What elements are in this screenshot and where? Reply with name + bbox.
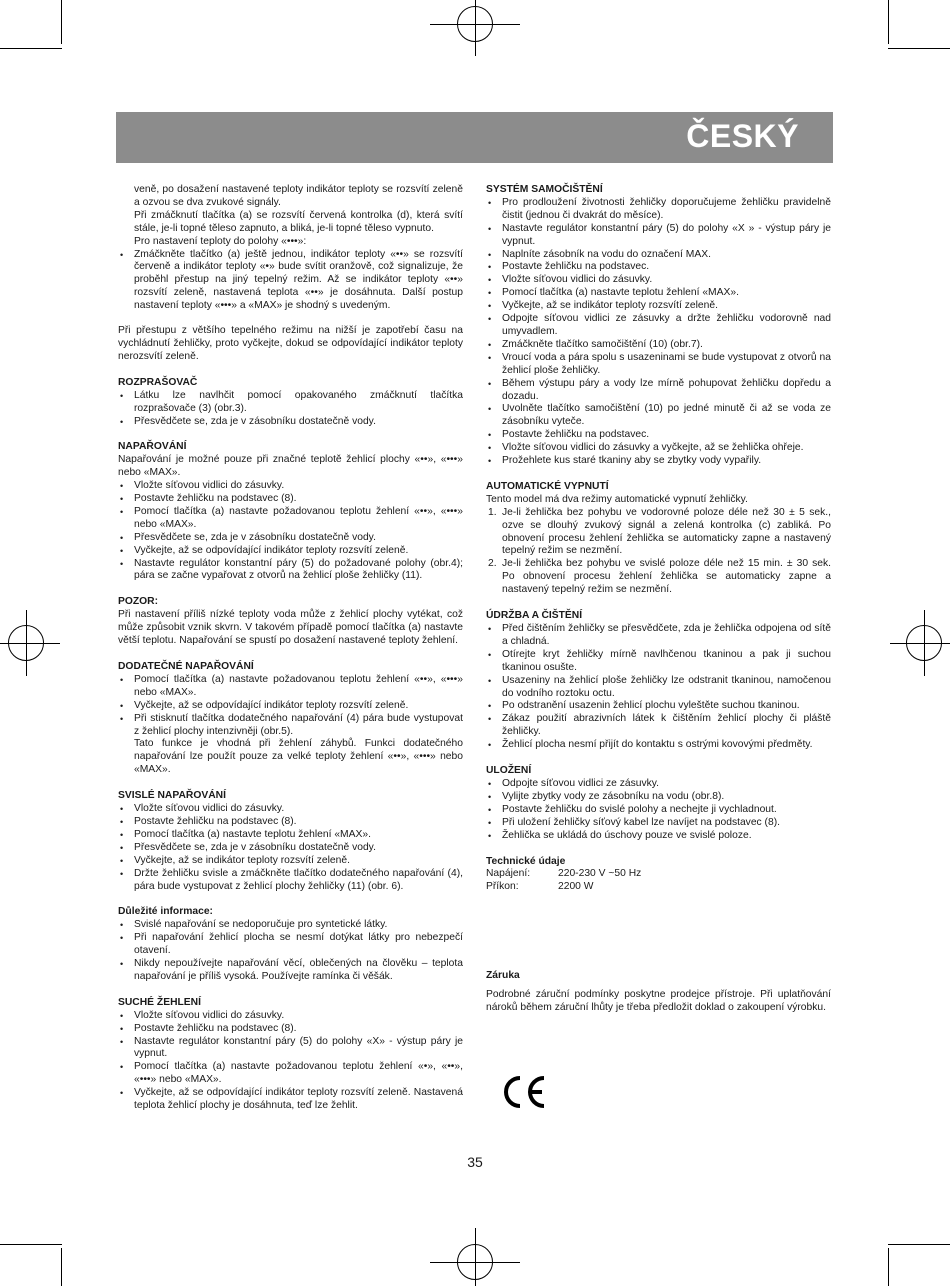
section-heading-spray: ROZPRAŠOVAČ xyxy=(118,376,198,388)
steam-intro: Napařování je možné pouze při značné teplotě žehlicí plochy «••», «•••» nebo «MAX». xyxy=(118,454,463,479)
list-item: • Během výstupu páry a vody lze mírně pohupovat žehličku dopředu a dozadu. xyxy=(486,378,831,404)
list-item: • Držte žehličku svisle a zmáčkněte tlačítko dodatečného napařování (4), pára bude vystupovat z žehlicí plochy žehličky (11) (obr. 6). xyxy=(118,868,463,894)
section-heading-vertical-steam: SVISLÉ NAPAŘOVÁNÍ xyxy=(118,790,226,802)
list-item: • Vyčkejte, až se odpovídající indikátor teploty rozsvítí zeleně. Nastavená teplota žehlicí plochy je dosáhnuta, teď lze žehlit. xyxy=(118,1087,463,1113)
language-header-bar xyxy=(116,112,833,163)
section-heading-specs: Technické údaje xyxy=(486,855,566,867)
section-heading-storage: ULOŽENÍ xyxy=(486,765,532,777)
list-item: • Přesvědčete se, zda je v zásobníku dostatečně vody. xyxy=(118,842,463,855)
extra-steam-list xyxy=(118,674,463,739)
warranty-text: Podrobné záruční podmínky poskytne prodejce přístroje. Při uplatňování nároků během záruční lhůty je třeba předložit doklad o zakoupení výrobku. xyxy=(486,989,831,1014)
list-item: • Postavte žehličku na podstavec (8). xyxy=(118,1023,463,1036)
list-item: • Žehlička se ukládá do úschovy pouze ve svislé poloze. xyxy=(486,830,831,843)
section-heading-warranty: Záruka xyxy=(486,970,520,982)
list-item: • Vložte síťovou vidlici do zásuvky. xyxy=(486,274,831,287)
list-item: • Pomocí tlačítka (a) nastavte teplotu žehlení «MAX». xyxy=(486,287,831,300)
page-number: 35 xyxy=(467,1154,483,1170)
list-item: • Vložte síťovou vidlici do zásuvky. xyxy=(118,1010,463,1023)
list-item: • Přesvědčete se, zda je v zásobníku dostatečně vody. xyxy=(118,532,463,545)
section-heading-maintenance: ÚDRŽBA A ČIŠTĚNÍ xyxy=(486,610,583,622)
section-heading-dry-ironing: SUCHÉ ŽEHLENÍ xyxy=(118,996,201,1008)
list-item: • Zmáčkněte tlačítko samočištění (10) (obr.7). xyxy=(486,339,831,352)
transfer-note: Při přestupu z většího tepelného režimu na nižší je zapotřebí času na vychládnutí žehličky, proto vyčkejte, dokud se odpovídající indikátor teploty nerozsvítí zeleně. xyxy=(118,325,463,362)
storage-list xyxy=(486,778,831,843)
list-item: • Pomocí tlačítka (a) nastavte požadovanou teplotu žehlení «•», «••», «•••» nebo «MAX». xyxy=(118,1061,463,1087)
list-item: • Při uložení žehličky síťový kabel lze navíjet na podstavec (8). xyxy=(486,817,831,830)
list-item: • Vložte síťovou vidlici do zásuvky a vyčkejte, až se žehlička ohřeje. xyxy=(486,442,831,455)
list-item: • Vložte síťovou vidlici do zásuvky. xyxy=(118,803,463,816)
list-item: • Nastavte regulátor konstantní páry (5) do polohy «X» - výstup páry je vypnut. xyxy=(118,1036,463,1062)
section-heading-self-clean: SYSTÉM SAMOČIŠTĚNÍ xyxy=(486,184,603,195)
list-item: • Před čištěním žehličky se přesvědčete, zda je žehlička odpojena od sítě a chladná. xyxy=(486,623,831,649)
left-column xyxy=(118,184,463,1113)
list-item: • Nastavte regulátor konstantní páry (5) do požadované polohy (obr.4); pára se začne vypařovat z otvorů na žehlicí ploše žehličky (11). xyxy=(118,558,463,584)
list-item: • Látku lze navlhčit pomocí opakovaného zmáčknutí tlačítka rozprašovače (3) (obr.3). xyxy=(118,390,463,416)
list-item: • Při stisknutí tlačítka dodatečného napařování (4) pára bude vystupovat z žehlicí plochy intenzivněji (obr.5). xyxy=(118,713,463,739)
steam-list xyxy=(118,480,463,583)
extra-steam-note: Tato funkce je vhodná při žehlení záhybů. Funkci dodatečného napařování lze použít pouze za velké teploty žehlení «••», «•••» nebo «MAX». xyxy=(134,738,463,776)
list-item: • Postavte žehličku na podstavec. xyxy=(486,429,831,442)
list-item: 1. Je-li žehlička bez pohybu ve vodorovné poloze déle než 30 ± 5 sek., ozve se dlouhý zvukový signál a zelená kontrolka (c) zabliká. Po obnovení procesu žehlení žehlička se automaticky zapne a nastavený tepelný režim se nezmění. xyxy=(488,506,831,557)
list-item: • Postavte žehličku do svislé polohy a nechejte ji vychladnout. xyxy=(486,804,831,817)
list-item: • Vylijte zbytky vody ze zásobníku na vodu (obr.8). xyxy=(486,791,831,804)
section-heading-auto-off: AUTOMATICKÉ VYPNUTÍ xyxy=(486,480,609,492)
ce-mark-icon xyxy=(500,1072,550,1112)
list-item: • Vložte síťovou vidlici do zásuvky. xyxy=(118,480,463,493)
list-item: • Naplníte zásobník na vodu do označení MAX. xyxy=(486,249,831,262)
list-item: • Nastavte regulátor konstantní páry (5) do polohy «X » - výstup páry je vypnut. xyxy=(486,223,831,249)
important-list xyxy=(118,919,463,984)
list-item: • Postavte žehličku na podstavec (8). xyxy=(118,493,463,506)
spray-list xyxy=(118,390,463,429)
list-item: • Zmáčkněte tlačítko (a) ještě jednou, indikátor teploty «••» se rozsvítí červeně a indikátor teploty «•» bude svítit oranžově, což signalizuje, že proběhl přestup na jiný tepelný režim. Až se indikátor teploty «••» rozsvítí zeleně, nastavená teplota «••» je dosáhnuta. Další postup nastavení teploty «•••» a «MAX» je shodný s uvedeným. xyxy=(118,249,463,314)
dry-ironing-list xyxy=(118,1010,463,1113)
section-heading-extra-steam: DODATEČNÉ NAPAŘOVÁNÍ xyxy=(118,661,254,672)
spec-row-power-supply: Napájení: 220-230 V ~50 Hz xyxy=(486,868,642,880)
list-item: • Nikdy nepoužívejte napařování věcí, oblečených na člověku – teplota napařování je příliš vysoká. Používejte ramínka či věšák. xyxy=(118,958,463,984)
list-item: • Pomocí tlačítka (a) nastavte teplotu žehlení «MAX». xyxy=(118,829,463,842)
list-item: • Postavte žehličku na podstavec (8). xyxy=(118,816,463,829)
maintenance-list xyxy=(486,623,831,752)
section-heading-steam: NAPAŘOVÁNÍ xyxy=(118,441,187,453)
warning-text: Při nastavení příliš nízké teploty voda může z žehlicí plochy vytékat, což může způsobit vznik skvrn. V takovém případě pomocí tlačítka (a) nastavte větší teplotu. Napařování se spustí po dosažení nastavené teploty žehlení. xyxy=(118,609,463,647)
auto-off-intro: Tento model má dva režimy automatické vypnutí žehličky. xyxy=(486,493,748,505)
self-clean-list xyxy=(486,197,831,468)
list-item: • Vyčkejte, až se indikátor teploty rozsvítí zeleně. xyxy=(118,855,463,868)
list-item: • Žehlicí plocha nesmí přijít do kontaktu s ostrými kovovými předměty. xyxy=(486,739,831,752)
list-item: • Pomocí tlačítka (a) nastavte požadovanou teplotu žehlení «••», «•••» nebo «MAX». xyxy=(118,674,463,700)
list-item: • Přesvědčete se, zda je v zásobníku dostatečně vody. xyxy=(118,416,463,429)
spec-row-power-input: Příkon: 2200 W xyxy=(486,881,594,893)
list-item: • Vyčkejte, až se odpovídající indikátor teploty rozsvítí zeleně. xyxy=(118,545,463,558)
list-item: • Odpojte síťovou vidlici ze zásuvky. xyxy=(486,778,831,791)
list-item: • Po odstranění usazenin žehlicí plochu vyleštěte suchou tkaninou. xyxy=(486,700,831,713)
list-item: • Zákaz použití abrazivních látek k čištěním žehlicí plochy či pláště žehličky. xyxy=(486,713,831,739)
list-item: • Otírejte kryt žehličky mírně navlhčenou tkaninou a pak ji suchou tkaninou osušte. xyxy=(486,649,831,675)
list-item: • Prožehlete kus staré tkaniny aby se zbytky vody vypařily. xyxy=(486,455,831,468)
list-item: • Vroucí voda a pára spolu s usazeninami se bude vystupovat z otvorů na žehlicí ploše žehličky. xyxy=(486,352,831,378)
list-item: 2. Je-li žehlička bez pohybu ve svislé poloze déle než 15 min. ± 30 sek. Po obnovení procesu žehlení žehlička se automaticky zapne a nastavený tepelný režim se nezmění. xyxy=(488,558,831,596)
list-item: • Uvolněte tlačítko samočištění (10) po jedné minutě či až se voda ze zásobníku vyteče. xyxy=(486,403,831,429)
section-heading-warning: POZOR: xyxy=(118,596,159,608)
list-item: • Při napařování žehlicí plocha se nesmí dotýkat látky pro nebezpečí otavení. xyxy=(118,932,463,958)
list-item: • Pomocí tlačítka (a) nastavte požadovanou teplotu žehlení «••», «•••» nebo «MAX». xyxy=(118,506,463,532)
list-item: • Pro prodloužení životnosti žehličky doporučujeme žehličku pravidelně čistit (jednou či dvakrát do měsíce). xyxy=(486,197,831,223)
right-column xyxy=(486,184,831,1015)
auto-off-list xyxy=(486,507,831,597)
list-item: • Svislé napařování se nedoporučuje pro syntetické látky. xyxy=(118,919,463,932)
intro-bullet-list xyxy=(118,249,463,314)
vertical-steam-list xyxy=(118,803,463,893)
list-item: • Vyčkejte, až se indikátor teploty rozsvítí zeleně. xyxy=(486,300,831,313)
section-heading-important: Důležité informace: xyxy=(118,906,213,918)
intro-paragraph: veně, po dosažení nastavené teploty indikátor teploty se rozsvítí zeleně a ozvou se dva zvukové signály. Při zmáčknutí tlačítka (a) se rozsvítí červená kontrolka (d), která svítí stále, je-li topné těleso zapnuto, a bliká, je-li topné těleso vypnuto. Pro nastavení teploty do polohy «•••»: xyxy=(134,184,463,247)
list-item: • Postavte žehličku na podstavec. xyxy=(486,261,831,274)
list-item: • Odpojte síťovou vidlici ze zásuvky a držte žehličku vodorovně nad umyvadlem. xyxy=(486,313,831,339)
list-item: • Usazeniny na žehlicí ploše žehličky lze odstranit tkaninou, namočenou do vodního roztoku octu. xyxy=(486,675,831,701)
language-title: ČESKÝ xyxy=(686,118,799,154)
list-item: • Vyčkejte, až se odpovídající indikátor teploty rozsvítí zeleně. xyxy=(118,700,463,713)
